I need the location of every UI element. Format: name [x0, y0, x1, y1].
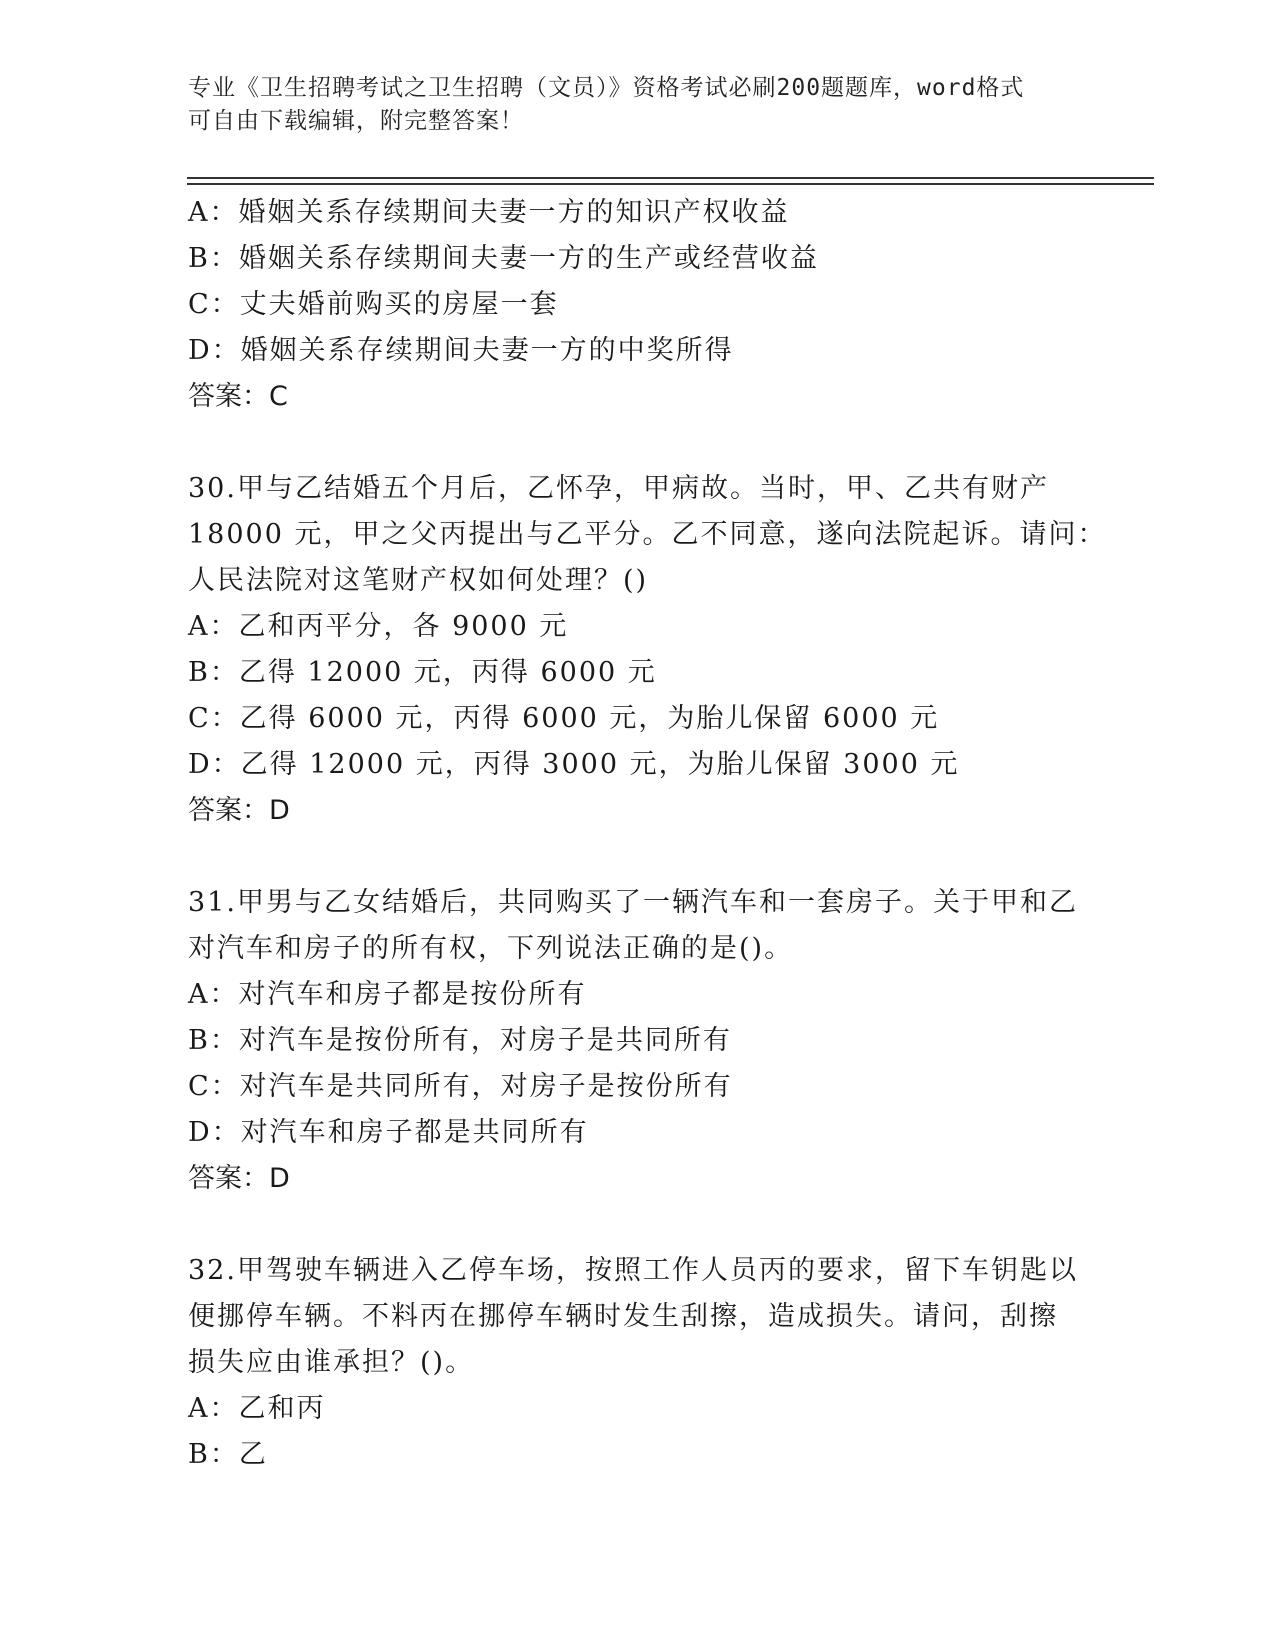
document-header — [188, 72, 1088, 138]
option-d: D：乙得 12000 元，丙得 3000 元，为胎儿保留 3000 元 — [188, 749, 960, 780]
answer-line: 答案：D — [188, 1163, 290, 1194]
question-stem-line: 对汽车和房子的所有权，下列说法正确的是()。 — [188, 933, 794, 964]
option-a: A：婚姻关系存续期间夫妻一方的知识产权收益 — [188, 197, 790, 228]
option-c: C：丈夫婚前购买的房屋一套 — [188, 289, 559, 320]
option-c: C：乙得 6000 元，丙得 6000 元，为胎儿保留 6000 元 — [188, 703, 940, 734]
option-c: C：对汽车是共同所有，对房子是按份所有 — [188, 1071, 733, 1102]
option-b: B：乙 — [188, 1439, 268, 1470]
option-a: A：乙和丙平分，各 9000 元 — [188, 611, 569, 642]
spacer — [188, 1202, 1088, 1248]
answer-line: 答案：D — [188, 795, 290, 826]
question-32 — [188, 1248, 1088, 1478]
question-stem-line: 32.甲驾驶车辆进入乙停车场，按照工作人员丙的要求，留下车钥匙以 — [188, 1255, 1078, 1286]
header-line-1: 专业《卫生招聘考试之卫生招聘（文员）》资格考试必刷200题题库，word格式 — [188, 75, 1025, 101]
question-30 — [188, 466, 1107, 834]
header-line-2: 可自由下载编辑，附完整答案！ — [188, 108, 524, 134]
header-divider-top — [187, 177, 1154, 179]
option-b: B：乙得 12000 元，丙得 6000 元 — [188, 657, 657, 688]
question-stem-line: 损失应由谁承担？()。 — [188, 1347, 475, 1378]
question-stem-line: 30.甲与乙结婚五个月后，乙怀孕，甲病故。当时，甲、乙共有财产 — [188, 473, 1049, 504]
option-a: A：对汽车和房子都是按份所有 — [188, 979, 587, 1010]
option-d: D：对汽车和房子都是共同所有 — [188, 1117, 589, 1148]
question-stem-line: 便挪停车辆。不料丙在挪停车辆时发生刮擦，造成损失。请问，刮擦 — [188, 1301, 1058, 1332]
spacer — [188, 834, 1088, 880]
question-content — [188, 190, 1107, 1478]
question-stem-line: 31.甲男与乙女结婚后，共同购买了一辆汽车和一套房子。关于甲和乙 — [188, 887, 1078, 918]
answer-line: 答案：C — [188, 381, 288, 412]
question-stem-line: 人民法院对这笔财产权如何处理？() — [188, 565, 649, 596]
question-stem-line: 18000 元，甲之父丙提出与乙平分。乙不同意，遂向法院起诉。请问： — [188, 519, 1107, 550]
option-a: A：乙和丙 — [188, 1393, 326, 1424]
option-b: B：对汽车是按份所有，对房子是共同所有 — [188, 1025, 732, 1056]
header-divider-bottom — [187, 183, 1154, 185]
option-d: D：婚姻关系存续期间夫妻一方的中奖所得 — [188, 335, 734, 366]
spacer — [188, 420, 1088, 466]
question-29-continued — [188, 190, 1088, 420]
question-31 — [188, 880, 1088, 1202]
option-b: B：婚姻关系存续期间夫妻一方的生产或经营收益 — [188, 243, 819, 274]
